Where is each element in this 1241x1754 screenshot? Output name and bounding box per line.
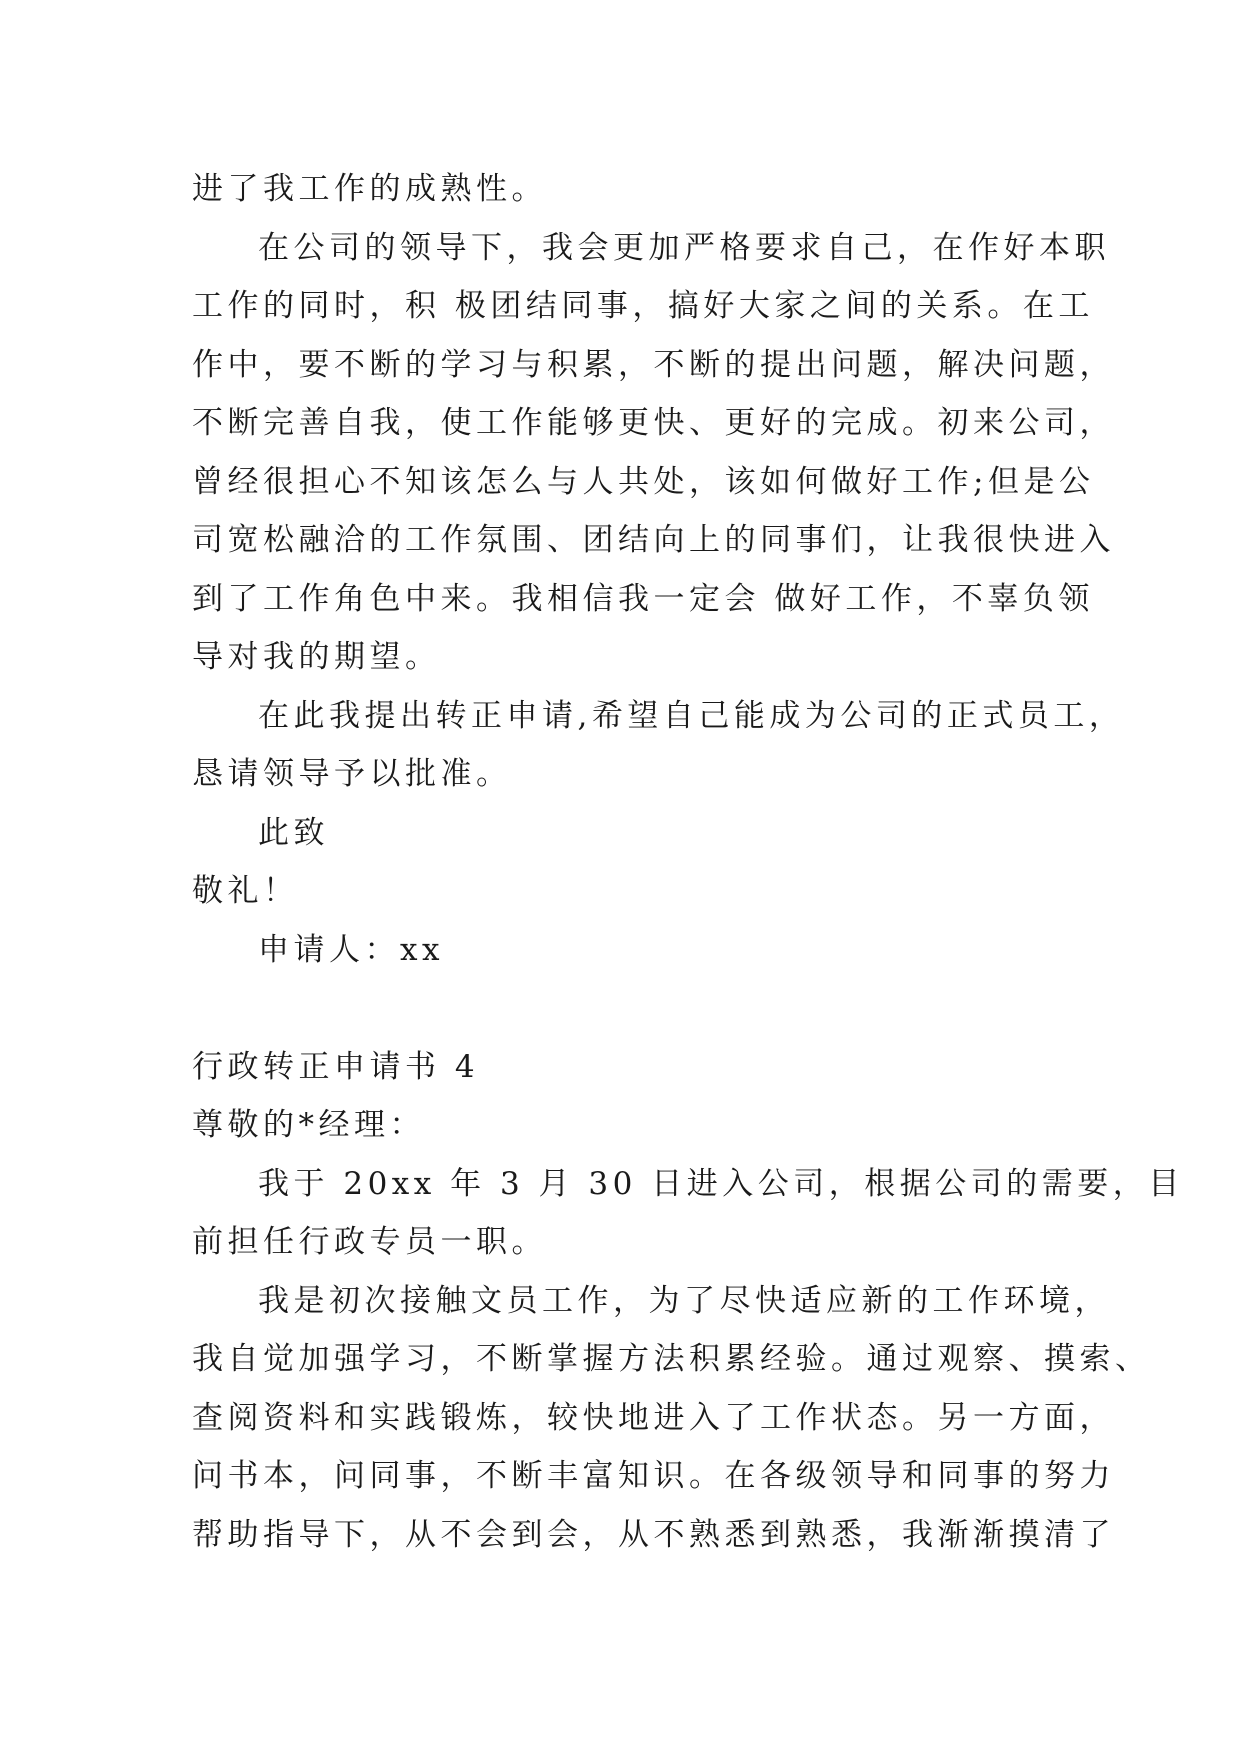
paragraph-line: 到了工作角色中来。我相信我一定会 做好工作，不辜负领 — [192, 580, 1094, 617]
paragraph-line: 我是初次接触文员工作，为了尽快适应新的工作环境， — [258, 1282, 1110, 1319]
paragraph-line: 曾经很担心不知该怎么与人共处，该如何做好工作;但是公 — [192, 463, 1095, 500]
paragraph-line: 查阅资料和实践锻炼，较快地进入了工作状态。另一方面， — [192, 1399, 1115, 1436]
paragraph-line: 在公司的领导下，我会更加严格要求自己，在作好本职 — [258, 229, 1110, 266]
paragraph-line: 我自觉加强学习，不断掌握方法积累经验。通过观察、摸索、 — [192, 1341, 1151, 1377]
applicant-signature: 申请人：xx — [258, 931, 444, 968]
paragraph-line: 在此我提出转正申请,希望自己能成为公司的正式员工， — [258, 697, 1125, 734]
closing-regards: 敬礼！ — [192, 873, 299, 909]
section-title: 行政转正申请书 4 — [192, 1048, 480, 1085]
document-body — [192, 160, 1184, 1564]
paragraph-line: 作中，要不断的学习与积累，不断的提出问题，解决问题， — [192, 346, 1115, 383]
paragraph-line: 我于 20xx 年 3 月 30 日进入公司，根据公司的需要，目 — [258, 1165, 1184, 1202]
paragraph-line: 问书本，问同事，不断丰富知识。在各级领导和同事的努力 — [192, 1458, 1115, 1494]
paragraph-line: 导对我的期望。 — [192, 639, 441, 675]
section-spacer — [192, 979, 1052, 1038]
paragraph-line: 不断完善自我，使工作能够更快、更好的完成。初来公司， — [192, 405, 1115, 441]
paragraph-line: 帮助指导下，从不会到会，从不熟悉到熟悉，我渐渐摸清了 — [192, 1516, 1115, 1553]
paragraph-line: 恳请领导予以批准。 — [192, 756, 512, 792]
paragraph-line: 进了我工作的成熟性。 — [192, 171, 547, 207]
paragraph-line: 工作的同时，积 极团结同事，搞好大家之间的关系。在工 — [192, 288, 1094, 324]
paragraph-line: 司宽松融洽的工作氛围、团结向上的同事们，让我很快进入 — [192, 522, 1115, 558]
closing-salutation: 此致 — [258, 814, 329, 851]
paragraph-line: 前担任行政专员一职。 — [192, 1224, 547, 1260]
letter-greeting: 尊敬的*经理： — [192, 1107, 425, 1143]
